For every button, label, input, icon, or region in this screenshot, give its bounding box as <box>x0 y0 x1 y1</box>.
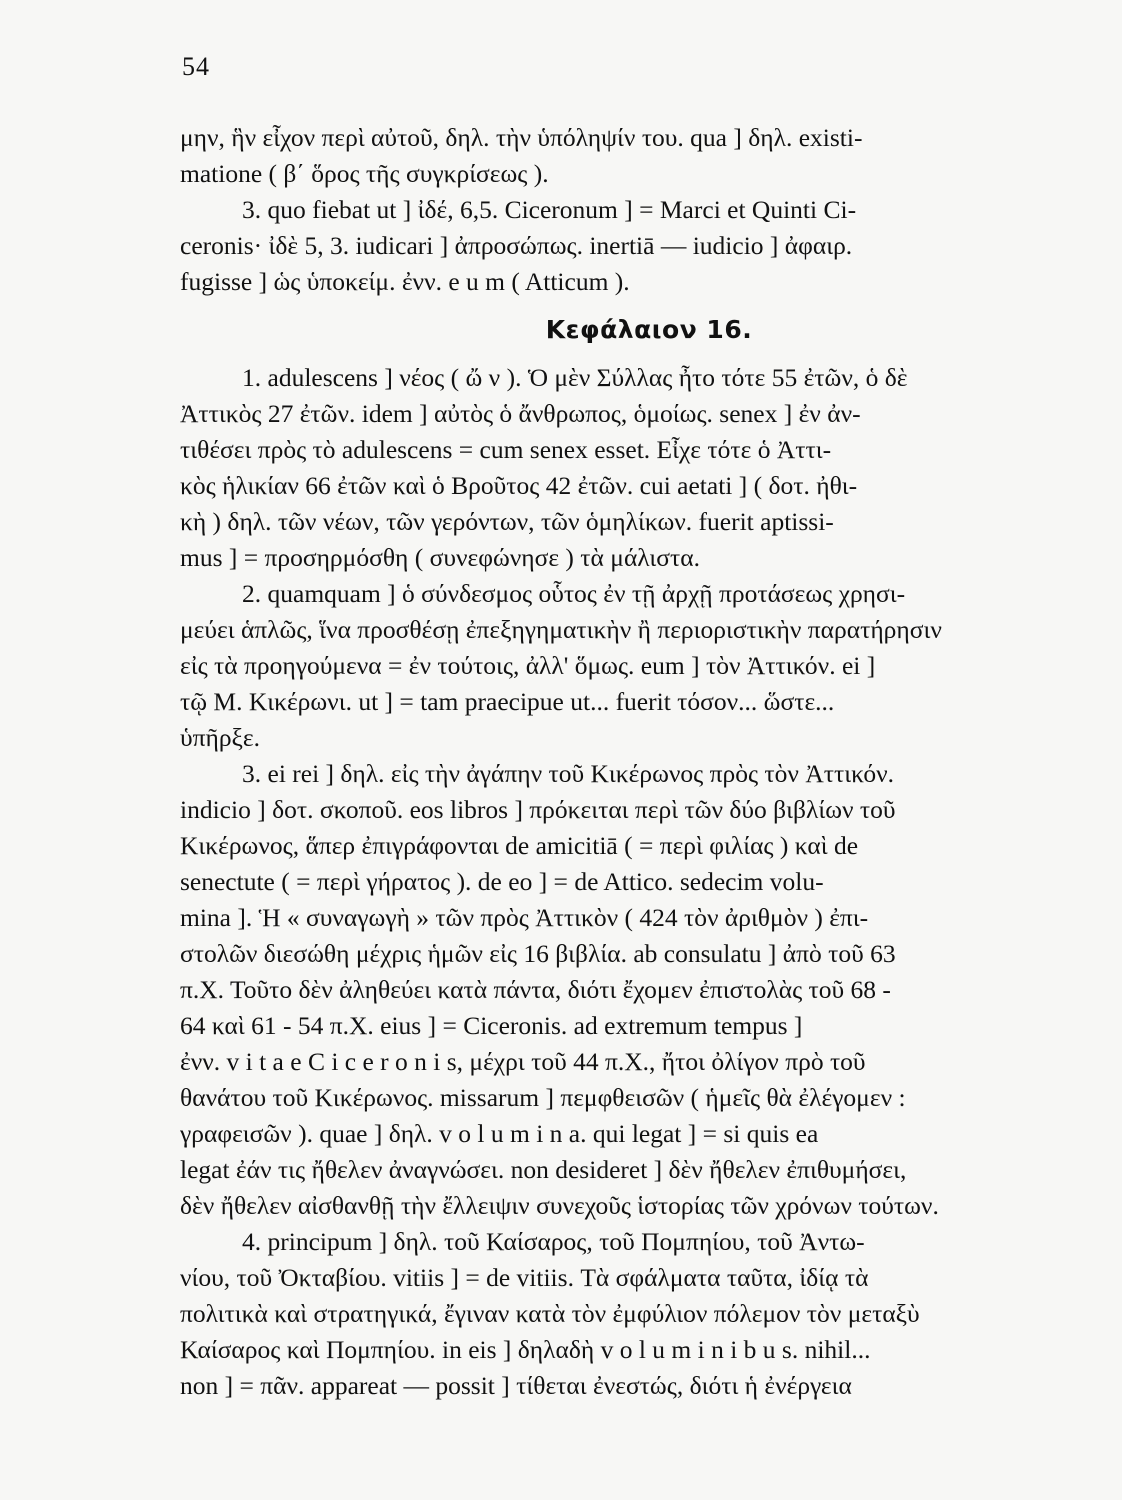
text-line: π.Χ. Τοῦτο δὲν ἀληθεύει κατὰ πάντα, διότι ἔχομεν ἐπιστολὰς τοῦ 68 - <box>180 975 891 1004</box>
text-line: τῷ Μ. Κικέρωνι. ut ] = tam praecipue ut... fuerit τόσον... ὥστε... <box>180 687 835 716</box>
text-line: πολιτικὰ καὶ στρατηγικά, ἔγιναν κατὰ τὸν ἐμφύλιον πόλεμον τὸν μεταξὺ <box>180 1299 920 1328</box>
text-line: γραφεισῶν ). quae ] δηλ. v o l u m i n a. qui legat ] = si quis ea <box>180 1119 819 1148</box>
text-line: non ] = πᾶν. appareat — possit ] τίθεται ἐνεστώς, διότι ἡ ἐνέργεια <box>180 1371 852 1400</box>
text-line: 1. adulescens ] νέος ( ὤ ν ). Ὁ μὲν Σύλλας ἦτο τότε 55 ἐτῶν, ὁ δὲ <box>242 363 908 392</box>
text-line: στολῶν διεσώθη μέχρις ἡμῶν εἰς 16 βιβλία. ab consulatu ] ἀπὸ τοῦ 63 <box>180 939 896 968</box>
text-line: δὲν ἤθελεν αἰσθανθῇ τὴν ἔλλειψιν συνεχοῦς ἱστορίας τῶν χρόνων τούτων. <box>180 1191 939 1220</box>
text-line: 4. principum ] δηλ. τοῦ Καίσαρος, τοῦ Πομπηίου, τοῦ Ἀντω- <box>242 1227 865 1256</box>
text-line: matione ( β΄ ὅρος τῆς συγκρίσεως ). <box>180 159 549 188</box>
text-line: indicio ] δοτ. σκοποῦ. eos libros ] πρόκειται περὶ τῶν δύο βιβλίων τοῦ <box>180 795 896 824</box>
text-line: Καίσαρος καὶ Πομπηίου. in eis ] δηλαδὴ v o l u m i n i b u s. nihil... <box>180 1335 871 1364</box>
text-line: τιθέσει πρὸς τὸ adulescens = cum senex esset. Εἶχε τότε ὁ Ἀττι- <box>180 435 832 464</box>
text-line: ceronis· ἰδὲ 5, 3. iudicari ] ἀπροσώπως. inertiā — iudicio ] ἀφαιρ. <box>180 231 853 260</box>
text-line: κὸς ἡλικίαν 66 ἐτῶν καὶ ὁ Βροῦτος 42 ἐτῶν. cui aetati ] ( δοτ. ἠθι- <box>180 471 858 500</box>
text-line: mus ] = προσηρμόσθη ( συνεφώνησε ) τὰ μάλιστα. <box>180 543 700 572</box>
text-line: μην, ἣν εἶχον περὶ αὐτοῦ, δηλ. τὴν ὑπόληψίν του. qua ] δηλ. existi- <box>180 123 863 152</box>
text-line: ὑπῆρξε. <box>180 723 261 752</box>
text-line: 2. quamquam ] ὁ σύνδεσμος οὗτος ἐν τῇ ἀρχῇ προτάσεως χρησι- <box>242 579 906 608</box>
text-line: mina ]. Ἡ « συναγωγὴ » τῶν πρὸς Ἀττικὸν ( 424 τὸν ἀριθμὸν ) ἐπι- <box>180 903 869 932</box>
text-line: θανάτου τοῦ Κικέρωνος. missarum ] πεμφθεισῶν ( ἡμεῖς θὰ ἐλέγομεν : <box>180 1083 906 1112</box>
text-line: ἐνν. v i t a e C i c e r o n i s, μέχρι τοῦ 44 π.Χ., ἤτοι ὀλίγον πρὸ τοῦ <box>180 1047 866 1076</box>
text-line: fugisse ] ὡς ὑποκείμ. ἐνν. e u m ( Atticum ). <box>180 267 630 296</box>
text-line: εἰς τὰ προηγούμενα = ἐν τούτοις, ἀλλ' ὅμως. eum ] τὸν Ἀττικόν. ei ] <box>180 651 876 680</box>
text-line: legat ἐάν τις ἤθελεν ἀναγνώσει. non desideret ] δὲν ἤθελεν ἐπιθυμήσει, <box>180 1155 907 1184</box>
text-line: 3. quo fiebat ut ] ἰδέ, 6,5. Ciceronum ] = Marci et Quinti Ci- <box>242 195 857 224</box>
text-line: κὴ ) δηλ. τῶν νέων, τῶν γερόντων, τῶν ὁμηλίκων. fuerit aptissi- <box>180 507 834 536</box>
text-line: 64 καὶ 61 - 54 π.Χ. eius ] = Ciceronis. ad extremum tempus ] <box>180 1011 803 1040</box>
text-line: Κικέρωνος, ἅπερ ἐπιγράφονται de amicitiā ( = περὶ φιλίας ) καὶ de <box>180 831 859 860</box>
body-text <box>180 120 1088 1404</box>
text-line: Ἀττικὸς 27 ἐτῶν. idem ] αὐτὸς ὁ ἄνθρωπος, ὁμοίως. senex ] ἐν ἀν- <box>180 399 861 428</box>
section-heading: Κεφάλαιον 16. <box>545 315 753 344</box>
text-line: 3. ei rei ] δηλ. εἰς τὴν ἀγάπην τοῦ Κικέρωνος πρὸς τὸν Ἀττικόν. <box>242 759 895 788</box>
text-line: μεύει ἁπλῶς, ἵνα προσθέσῃ ἐπεξηγηματικὴν ἢ περιοριστικὴν παρατήρησιν <box>180 615 942 644</box>
text-line: senectute ( = περὶ γήρατος ). de eo ] = de Attico. sedecim volu- <box>180 867 824 896</box>
page-number: 54 <box>182 52 210 81</box>
text-line: νίου, τοῦ Ὀκταβίου. vitiis ] = de vitiis. Τὰ σφάλματα ταῦτα, ἰδίᾳ τὰ <box>180 1263 869 1292</box>
